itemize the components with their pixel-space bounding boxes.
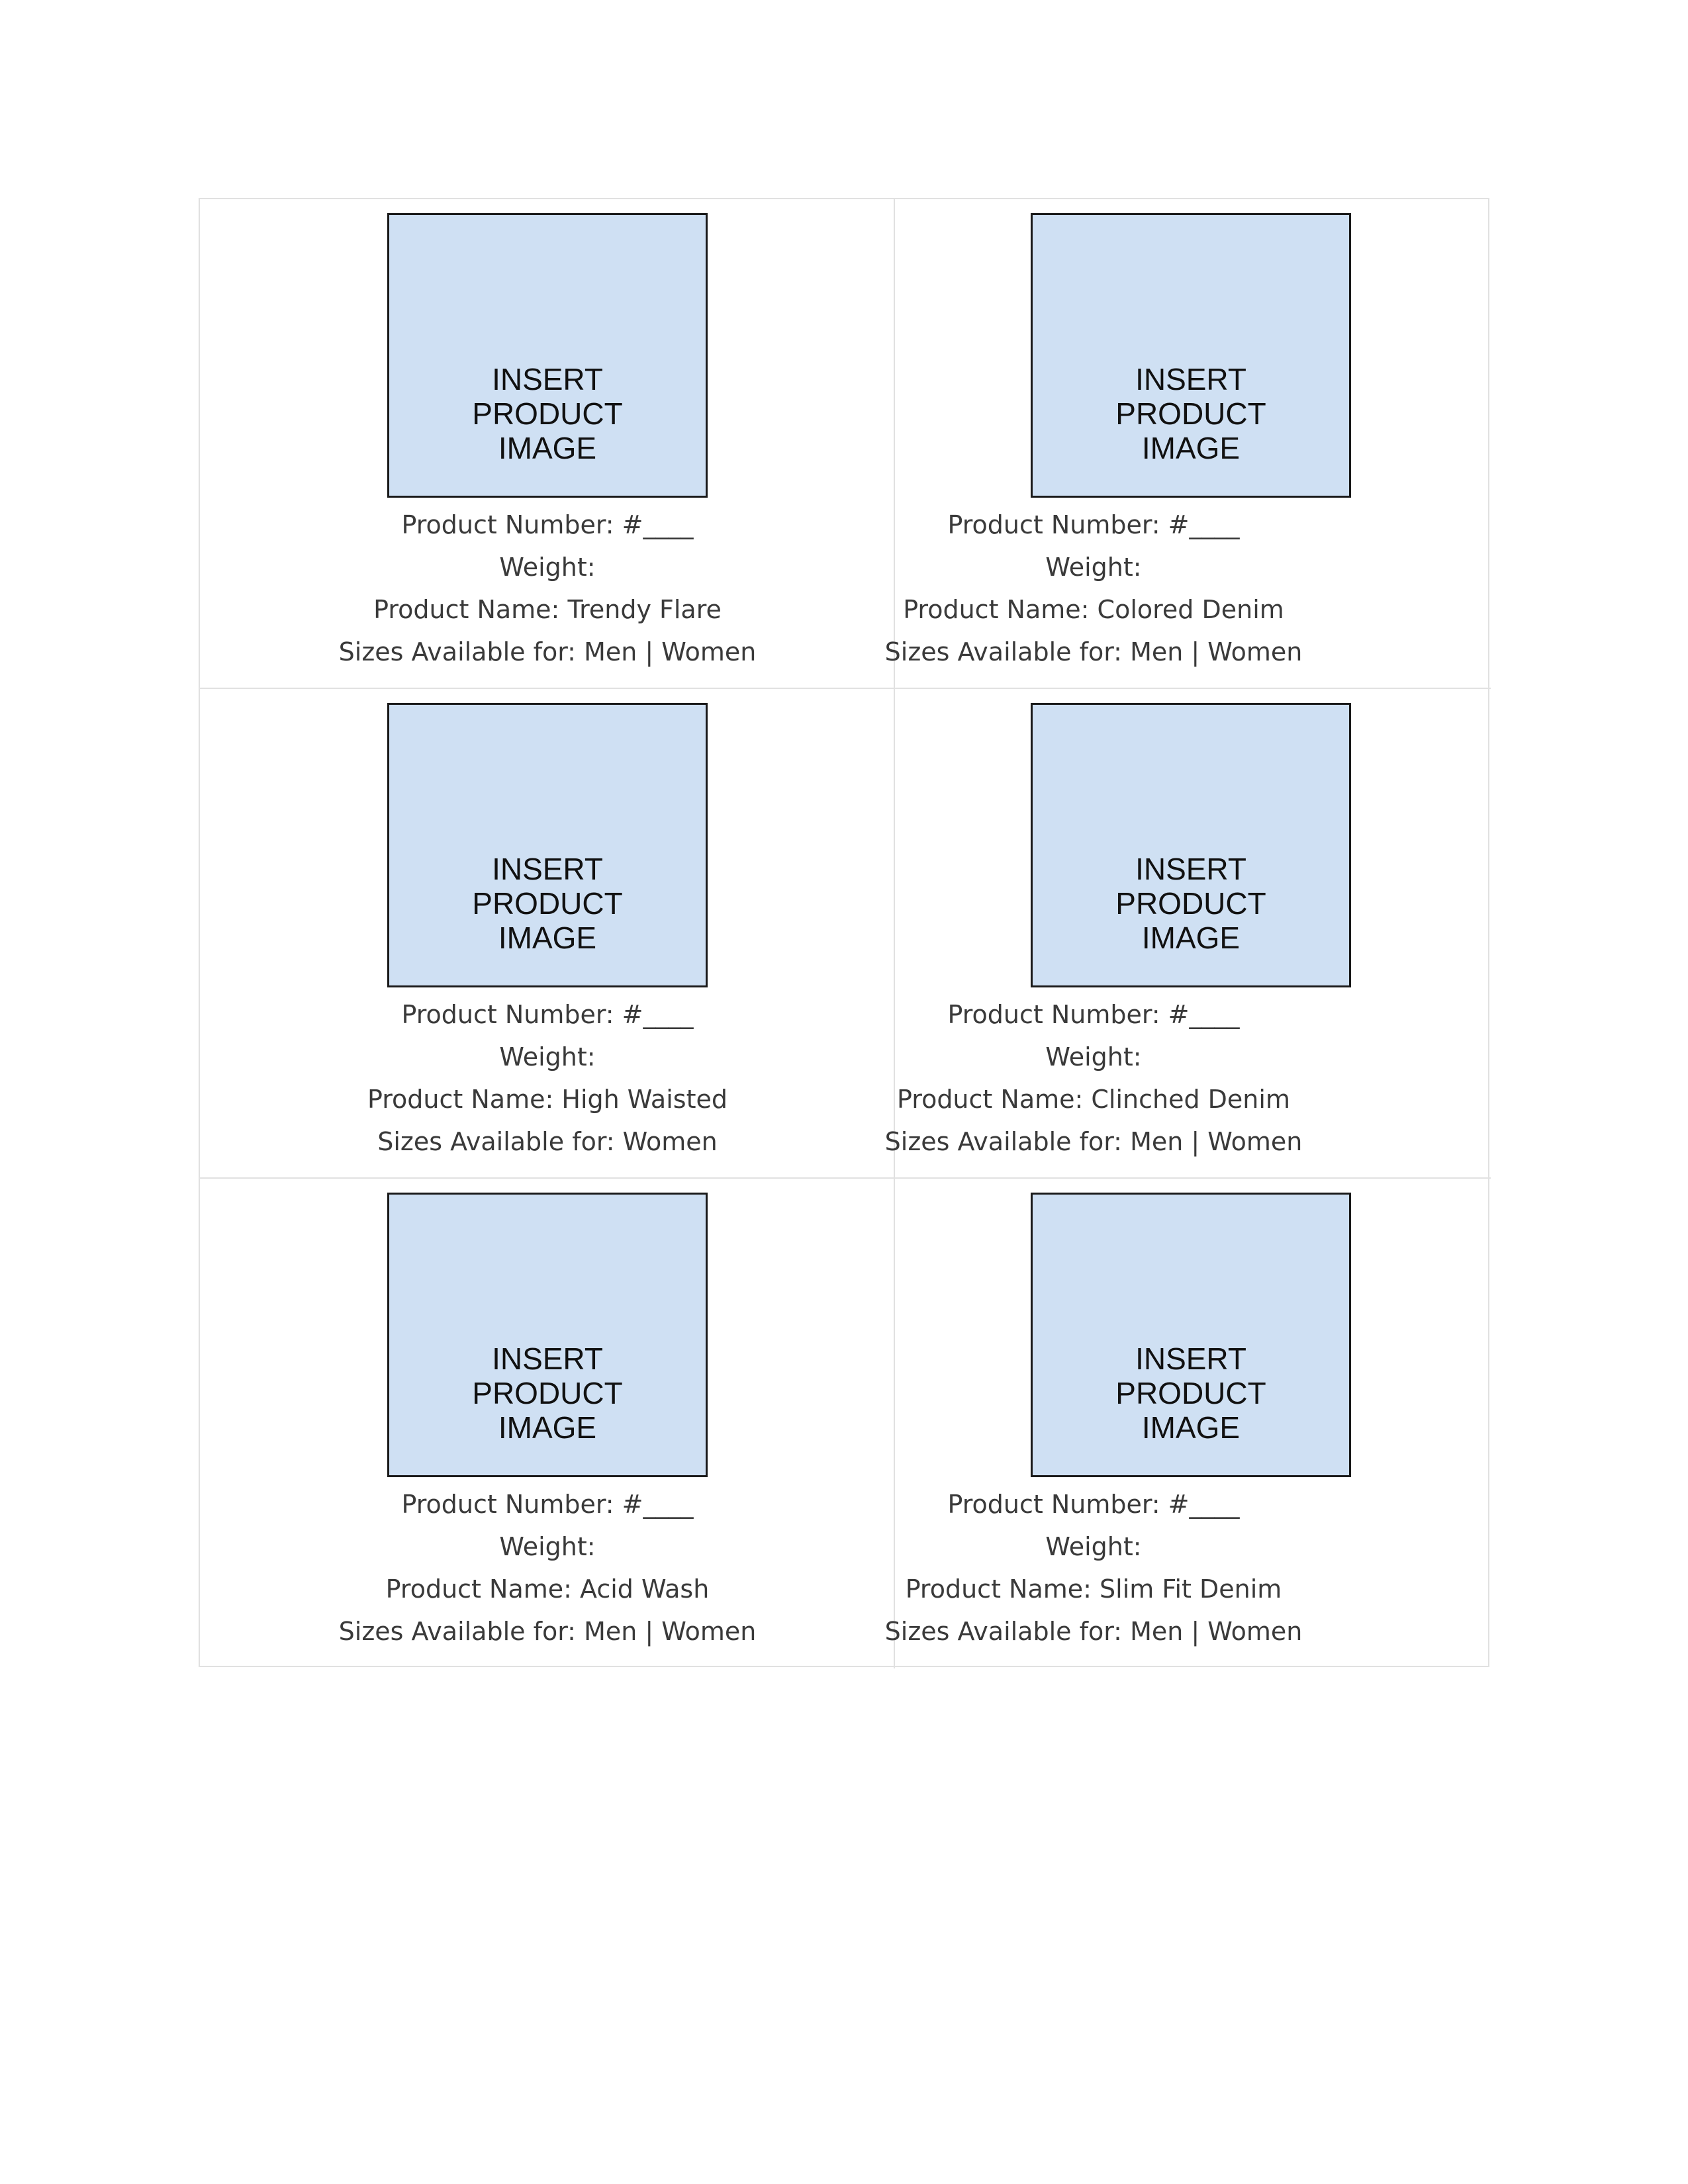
product-image-placeholder[interactable] <box>387 703 708 987</box>
product-sizes: Sizes Available for: Men | Women <box>884 637 1303 666</box>
product-info <box>200 993 895 1163</box>
product-image-placeholder[interactable] <box>1031 213 1351 498</box>
product-image-placeholder[interactable] <box>387 213 708 498</box>
product-name: Product Name: Trendy Flare <box>373 595 722 624</box>
product-number: Product Number: #____ <box>401 1490 694 1519</box>
product-sizes: Sizes Available for: Men | Women <box>338 1617 757 1646</box>
product-weight: Weight: <box>499 1042 596 1071</box>
product-sizes: Sizes Available for: Men | Women <box>884 1127 1303 1156</box>
product-weight: Weight: <box>1045 1042 1142 1071</box>
product-name: Product Name: High Waisted <box>367 1085 727 1114</box>
product-info <box>796 1483 1391 1653</box>
product-info <box>200 504 895 673</box>
product-weight: Weight: <box>1045 1532 1142 1561</box>
product-card-4 <box>884 689 1491 1179</box>
product-number: Product Number: #____ <box>947 1490 1240 1519</box>
product-image-placeholder[interactable] <box>387 1193 708 1477</box>
product-number: Product Number: #____ <box>401 510 694 539</box>
placeholder-text: INSERT PRODUCT IMAGE <box>472 852 623 955</box>
product-sizes: Sizes Available for: Men | Women <box>884 1617 1303 1646</box>
product-name: Product Name: Acid Wash <box>385 1574 710 1604</box>
product-info <box>796 993 1391 1163</box>
product-number: Product Number: #____ <box>947 510 1240 539</box>
product-card-5 <box>200 1179 895 1668</box>
product-sizes: Sizes Available for: Men | Women <box>338 637 757 666</box>
product-card-6 <box>884 1179 1491 1668</box>
product-weight: Weight: <box>499 553 596 582</box>
placeholder-text: INSERT PRODUCT IMAGE <box>1115 362 1266 465</box>
product-name: Product Name: Clinched Denim <box>897 1085 1290 1114</box>
placeholder-text: INSERT PRODUCT IMAGE <box>472 362 623 465</box>
product-image-placeholder[interactable] <box>1031 1193 1351 1477</box>
product-card-1 <box>200 199 895 689</box>
product-weight: Weight: <box>499 1532 596 1561</box>
product-sizes: Sizes Available for: Women <box>377 1127 718 1156</box>
product-number: Product Number: #____ <box>947 1000 1240 1029</box>
product-name: Product Name: Slim Fit Denim <box>905 1574 1282 1604</box>
product-image-placeholder[interactable] <box>1031 703 1351 987</box>
product-info <box>200 1483 895 1653</box>
placeholder-text: INSERT PRODUCT IMAGE <box>1115 852 1266 955</box>
product-weight: Weight: <box>1045 553 1142 582</box>
placeholder-text: INSERT PRODUCT IMAGE <box>1115 1342 1266 1445</box>
product-grid <box>199 198 1489 1667</box>
placeholder-text: INSERT PRODUCT IMAGE <box>472 1342 623 1445</box>
product-info <box>796 504 1391 673</box>
product-number: Product Number: #____ <box>401 1000 694 1029</box>
product-card-3 <box>200 689 895 1179</box>
product-name: Product Name: Colored Denim <box>903 595 1284 624</box>
product-card-2 <box>884 199 1491 689</box>
